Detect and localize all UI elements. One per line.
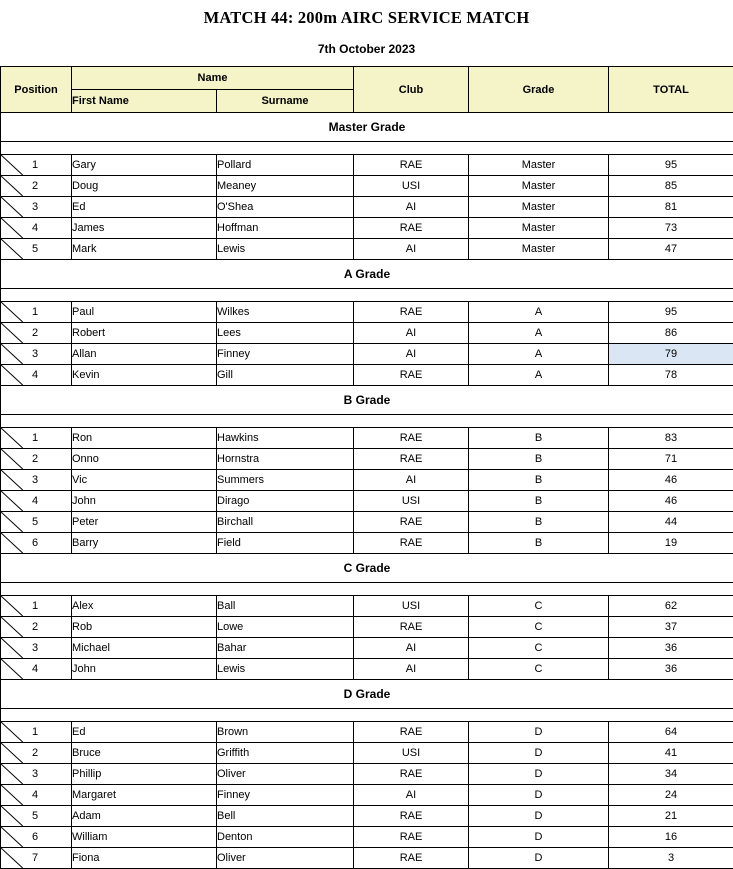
spacer-row — [1, 415, 733, 428]
position-number: 6 — [1, 831, 71, 843]
cell-position — [1, 512, 72, 533]
grade-band-label: B Grade — [1, 386, 733, 415]
cell-club: AI — [354, 239, 469, 260]
cell-total: 81 — [609, 197, 733, 218]
table-row — [1, 218, 733, 239]
cell-position — [1, 596, 72, 617]
cell-surname: Hoffman — [217, 218, 354, 239]
cell-total: 83 — [609, 428, 733, 449]
spacer-cell — [1, 415, 733, 428]
cell-club: RAE — [354, 722, 469, 743]
cell-total: 34 — [609, 764, 733, 785]
cell-total: 46 — [609, 491, 733, 512]
cell-position — [1, 344, 72, 365]
cell-position — [1, 659, 72, 680]
cell-surname: Hornstra — [217, 449, 354, 470]
grade-band-label: Master Grade — [1, 113, 733, 142]
position-number: 4 — [1, 789, 71, 801]
cell-club: RAE — [354, 848, 469, 869]
column-header-total: TOTAL — [609, 67, 733, 113]
cell-surname: O'Shea — [217, 197, 354, 218]
position-number: 1 — [1, 600, 71, 612]
table-row — [1, 827, 733, 848]
cell-club: RAE — [354, 533, 469, 554]
table-row — [1, 155, 733, 176]
cell-first-name: Kevin — [72, 365, 217, 386]
cell-total: 21 — [609, 806, 733, 827]
cell-first-name: Paul — [72, 302, 217, 323]
cell-first-name: William — [72, 827, 217, 848]
cell-first-name: Vic — [72, 470, 217, 491]
cell-position — [1, 470, 72, 491]
cell-first-name: Peter — [72, 512, 217, 533]
cell-club: AI — [354, 470, 469, 491]
cell-total: 37 — [609, 617, 733, 638]
spacer-cell — [1, 289, 733, 302]
position-number: 3 — [1, 768, 71, 780]
cell-first-name: Bruce — [72, 743, 217, 764]
cell-grade: A — [469, 365, 609, 386]
position-number: 2 — [1, 453, 71, 465]
cell-surname: Oliver — [217, 764, 354, 785]
spacer-cell — [1, 709, 733, 722]
cell-grade: B — [469, 512, 609, 533]
cell-position — [1, 176, 72, 197]
position-number: 6 — [1, 537, 71, 549]
table-row — [1, 365, 733, 386]
cell-grade: B — [469, 533, 609, 554]
cell-grade: B — [469, 470, 609, 491]
grade-band-label: D Grade — [1, 680, 733, 709]
position-number: 2 — [1, 327, 71, 339]
cell-grade: C — [469, 638, 609, 659]
cell-club: RAE — [354, 155, 469, 176]
position-number: 3 — [1, 201, 71, 213]
cell-club: RAE — [354, 449, 469, 470]
cell-first-name: Barry — [72, 533, 217, 554]
table-row — [1, 743, 733, 764]
page-title: MATCH 44: 200m AIRC SERVICE MATCH — [0, 0, 733, 30]
cell-total: 16 — [609, 827, 733, 848]
position-number: 3 — [1, 348, 71, 360]
cell-total: 86 — [609, 323, 733, 344]
cell-surname: Wilkes — [217, 302, 354, 323]
cell-club: AI — [354, 638, 469, 659]
cell-first-name: Margaret — [72, 785, 217, 806]
cell-surname: Lewis — [217, 659, 354, 680]
cell-first-name: John — [72, 659, 217, 680]
cell-grade: Master — [469, 197, 609, 218]
cell-first-name: Mark — [72, 239, 217, 260]
cell-grade: C — [469, 617, 609, 638]
cell-grade: D — [469, 764, 609, 785]
cell-first-name: Allan — [72, 344, 217, 365]
cell-total: 3 — [609, 848, 733, 869]
position-number: 5 — [1, 810, 71, 822]
table-row — [1, 302, 733, 323]
position-number: 5 — [1, 516, 71, 528]
cell-first-name: Ed — [72, 197, 217, 218]
cell-first-name: Ed — [72, 722, 217, 743]
table-row — [1, 659, 733, 680]
cell-club: USI — [354, 743, 469, 764]
grade-band-label: C Grade — [1, 554, 733, 583]
table-row — [1, 764, 733, 785]
cell-surname: Griffith — [217, 743, 354, 764]
cell-surname: Birchall — [217, 512, 354, 533]
cell-first-name: Phillip — [72, 764, 217, 785]
cell-first-name: Adam — [72, 806, 217, 827]
column-header-first-name: First Name — [72, 90, 217, 113]
cell-surname: Lewis — [217, 239, 354, 260]
table-row — [1, 722, 733, 743]
cell-surname: Pollard — [217, 155, 354, 176]
cell-position — [1, 155, 72, 176]
table-body — [1, 113, 733, 869]
cell-position — [1, 197, 72, 218]
position-number: 3 — [1, 642, 71, 654]
position-number: 4 — [1, 369, 71, 381]
table-row — [1, 638, 733, 659]
cell-surname: Denton — [217, 827, 354, 848]
cell-grade: D — [469, 785, 609, 806]
position-number: 2 — [1, 180, 71, 192]
table-row — [1, 596, 733, 617]
cell-total: 79 — [609, 344, 733, 365]
cell-position — [1, 533, 72, 554]
cell-total: 85 — [609, 176, 733, 197]
cell-surname: Finney — [217, 344, 354, 365]
cell-club: AI — [354, 659, 469, 680]
cell-grade: D — [469, 806, 609, 827]
cell-position — [1, 785, 72, 806]
cell-total: 95 — [609, 155, 733, 176]
cell-first-name: Ron — [72, 428, 217, 449]
cell-position — [1, 323, 72, 344]
cell-total: 36 — [609, 638, 733, 659]
cell-position — [1, 806, 72, 827]
cell-position — [1, 302, 72, 323]
cell-grade: C — [469, 659, 609, 680]
cell-first-name: Robert — [72, 323, 217, 344]
grade-band-row — [1, 260, 733, 289]
position-number: 1 — [1, 306, 71, 318]
position-number: 4 — [1, 222, 71, 234]
cell-grade: Master — [469, 218, 609, 239]
cell-position — [1, 491, 72, 512]
table-row — [1, 491, 733, 512]
cell-surname: Dirago — [217, 491, 354, 512]
cell-club: RAE — [354, 428, 469, 449]
cell-total: 64 — [609, 722, 733, 743]
cell-total: 95 — [609, 302, 733, 323]
cell-total: 62 — [609, 596, 733, 617]
grade-band-row — [1, 113, 733, 142]
position-number: 1 — [1, 726, 71, 738]
cell-grade: C — [469, 596, 609, 617]
cell-surname: Summers — [217, 470, 354, 491]
cell-position — [1, 638, 72, 659]
cell-surname: Bell — [217, 806, 354, 827]
cell-club: USI — [354, 596, 469, 617]
cell-club: RAE — [354, 218, 469, 239]
cell-total: 24 — [609, 785, 733, 806]
grade-band-row — [1, 554, 733, 583]
cell-grade: D — [469, 848, 609, 869]
cell-grade: A — [469, 323, 609, 344]
cell-total: 36 — [609, 659, 733, 680]
cell-surname: Lowe — [217, 617, 354, 638]
cell-grade: Master — [469, 239, 609, 260]
position-number: 4 — [1, 663, 71, 675]
cell-club: RAE — [354, 764, 469, 785]
cell-position — [1, 722, 72, 743]
table-row — [1, 470, 733, 491]
cell-position — [1, 743, 72, 764]
cell-club: USI — [354, 176, 469, 197]
cell-position — [1, 764, 72, 785]
cell-surname: Bahar — [217, 638, 354, 659]
column-header-club: Club — [354, 67, 469, 113]
table-row — [1, 848, 733, 869]
cell-total: 46 — [609, 470, 733, 491]
table-row — [1, 428, 733, 449]
cell-surname: Meaney — [217, 176, 354, 197]
cell-total: 41 — [609, 743, 733, 764]
table-row — [1, 344, 733, 365]
cell-first-name: Onno — [72, 449, 217, 470]
table-row — [1, 239, 733, 260]
column-header-name: Name — [72, 67, 354, 90]
cell-club: AI — [354, 344, 469, 365]
cell-surname: Gill — [217, 365, 354, 386]
cell-grade: Master — [469, 176, 609, 197]
spacer-row — [1, 289, 733, 302]
cell-grade: A — [469, 302, 609, 323]
cell-club: RAE — [354, 827, 469, 848]
cell-first-name: Rob — [72, 617, 217, 638]
cell-surname: Lees — [217, 323, 354, 344]
column-header-position: Position — [1, 67, 72, 113]
spacer-row — [1, 142, 733, 155]
cell-total: 47 — [609, 239, 733, 260]
cell-position — [1, 239, 72, 260]
cell-club: USI — [354, 491, 469, 512]
grade-band-row — [1, 680, 733, 709]
cell-position — [1, 848, 72, 869]
cell-club: RAE — [354, 365, 469, 386]
cell-surname: Brown — [217, 722, 354, 743]
results-table — [0, 66, 733, 869]
cell-grade: D — [469, 722, 609, 743]
table-row — [1, 512, 733, 533]
cell-first-name: James — [72, 218, 217, 239]
table-row — [1, 176, 733, 197]
table-row — [1, 617, 733, 638]
cell-grade: B — [469, 449, 609, 470]
cell-club: RAE — [354, 512, 469, 533]
cell-surname: Finney — [217, 785, 354, 806]
cell-first-name: Alex — [72, 596, 217, 617]
position-number: 1 — [1, 159, 71, 171]
table-header — [1, 67, 733, 113]
cell-position — [1, 218, 72, 239]
cell-total: 73 — [609, 218, 733, 239]
cell-position — [1, 827, 72, 848]
cell-club: RAE — [354, 302, 469, 323]
position-number: 3 — [1, 474, 71, 486]
position-number: 5 — [1, 243, 71, 255]
cell-club: AI — [354, 197, 469, 218]
table-row — [1, 197, 733, 218]
grade-band-row — [1, 386, 733, 415]
column-header-grade: Grade — [469, 67, 609, 113]
cell-surname: Oliver — [217, 848, 354, 869]
table-row — [1, 323, 733, 344]
spacer-cell — [1, 142, 733, 155]
table-row — [1, 785, 733, 806]
cell-total: 44 — [609, 512, 733, 533]
cell-grade: B — [469, 491, 609, 512]
cell-grade: Master — [469, 155, 609, 176]
spacer-cell — [1, 583, 733, 596]
cell-first-name: Gary — [72, 155, 217, 176]
cell-position — [1, 428, 72, 449]
cell-total: 71 — [609, 449, 733, 470]
cell-surname: Field — [217, 533, 354, 554]
cell-club: RAE — [354, 806, 469, 827]
cell-first-name: Fiona — [72, 848, 217, 869]
grade-band-label: A Grade — [1, 260, 733, 289]
cell-position — [1, 617, 72, 638]
cell-grade: D — [469, 827, 609, 848]
cell-total: 78 — [609, 365, 733, 386]
cell-club: RAE — [354, 617, 469, 638]
cell-surname: Hawkins — [217, 428, 354, 449]
cell-grade: D — [469, 743, 609, 764]
spacer-row — [1, 709, 733, 722]
table-row — [1, 449, 733, 470]
cell-position — [1, 449, 72, 470]
table-row — [1, 533, 733, 554]
position-number: 1 — [1, 432, 71, 444]
position-number: 7 — [1, 852, 71, 864]
cell-club: AI — [354, 785, 469, 806]
match-date: 7th October 2023 — [0, 30, 733, 66]
position-number: 2 — [1, 747, 71, 759]
cell-position — [1, 365, 72, 386]
position-number: 2 — [1, 621, 71, 633]
cell-club: AI — [354, 323, 469, 344]
position-number: 4 — [1, 495, 71, 507]
column-header-surname: Surname — [217, 90, 354, 113]
cell-surname: Ball — [217, 596, 354, 617]
table-row — [1, 806, 733, 827]
spacer-row — [1, 583, 733, 596]
cell-first-name: Michael — [72, 638, 217, 659]
cell-first-name: John — [72, 491, 217, 512]
cell-grade: A — [469, 344, 609, 365]
cell-grade: B — [469, 428, 609, 449]
cell-first-name: Doug — [72, 176, 217, 197]
cell-total: 19 — [609, 533, 733, 554]
